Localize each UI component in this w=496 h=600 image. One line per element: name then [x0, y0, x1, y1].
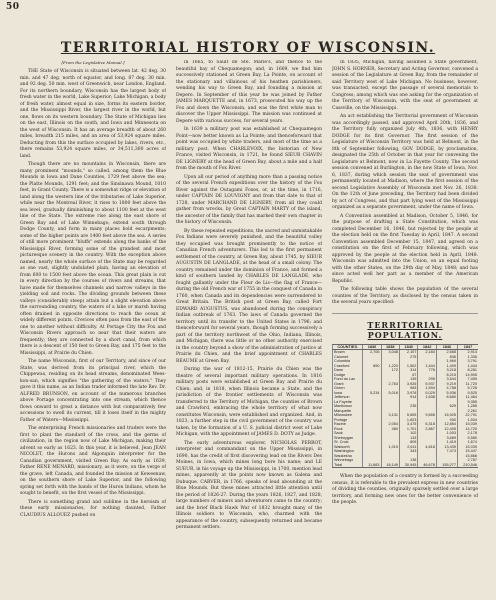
population-cell: 629 — [436, 404, 457, 409]
paragraph: THE State of Wisconsin is situated between lat. 42 deg. 30 min. and 47 deg. north of equator, and long. 87 deg. 30 min. and 92 deg. 50 min. west of Greenwich, near London, England. For its northern boundary, Wisconsin has the largest body of fresh water in the world, Lake Superior; Lake Michigan, a body of fresh water, almost equal in size, forms its eastern border, and the Mississippi River, the largest river in the world, but one, flows on its western boundary. The State of Michigan lies on the east, Illinois on the south, and Iowa and Minnesota on the west of Wisconsin. It has an average breadth of about 260 miles, breadth 215 miles, and an area of 53,924 square miles. Deducting from this the surface occupied by lakes, rivers, etc., there remains 53,924 square miles, or 34,511,360 acres of land. — [20, 69, 166, 159]
population-cell: 1,594 — [418, 386, 436, 391]
population-cell: 3,048 — [381, 350, 399, 355]
population-cell: 2,867 — [418, 427, 436, 432]
page-title: TERRITORIAL HISTORY OF WISCONSIN. — [60, 40, 436, 56]
county-cell: Dane — [333, 368, 363, 373]
population-cell: 809 — [399, 440, 417, 445]
county-cell: Total — [333, 463, 363, 468]
paragraph: In 1639 a military post was established at Chequamegon Point—now better known as La Pointe; and thenceforward that point was occupied by white traders, and most of the time as a military post. When CHARLEVOIX, the historian of New France, visited Wisconsin, in 1721, he found SIEUR CHAVIN DE LIGNERY at the head of Green Bay, about a mile and a half from the mouth of Fox River. — [176, 127, 322, 171]
population-cell: 1,019 — [381, 445, 399, 450]
population-cell: 1,444 — [418, 364, 436, 369]
column-header: 1846 — [436, 344, 457, 350]
population-cell: 6,318 — [418, 422, 436, 427]
county-cell: Grant — [333, 382, 363, 387]
population-cell: 11,720 — [457, 382, 478, 387]
population-cell: 102 — [399, 431, 417, 436]
column-right — [332, 60, 478, 590]
population-cell: 1,336 — [457, 355, 478, 360]
county-cell: Winnebago — [333, 458, 363, 463]
county-cell: Columbia — [333, 359, 363, 364]
population-cell: 5,937 — [418, 382, 436, 387]
population-cell: 9,525 — [457, 391, 478, 396]
column-header: 1842 — [418, 344, 436, 350]
population-cell: 1,623 — [399, 418, 417, 423]
population-cell: 7,459 — [457, 377, 478, 382]
population-cell: 2,763 — [381, 382, 399, 387]
population-cell: 9,219 — [436, 382, 457, 387]
population-cell: 2,611 — [399, 445, 417, 450]
population-cell: 295 — [418, 377, 436, 382]
table-body — [333, 350, 479, 468]
table-note: When the population of a country is formed by a succeeding census, it is referable to the prevalent express in new countries of dividing the counties, originally sparsely settled over a large territory, and forming new ones for the better convenience of the people. — [332, 474, 478, 505]
divider — [332, 313, 478, 314]
population-cell: 8,680 — [436, 395, 457, 400]
population-cell: 2,261 — [457, 409, 478, 414]
county-cell: Jefferson — [333, 395, 363, 400]
text-columns — [20, 60, 478, 590]
population-cell: 5,605 — [399, 413, 417, 418]
population-cell: 135 — [399, 458, 417, 463]
population-cell: 5,936 — [436, 391, 457, 396]
population-cell: 14,720 — [457, 427, 478, 432]
population-cell: 2,107 — [399, 350, 417, 355]
county-cell: Crawford — [333, 364, 363, 369]
population-cell: 836 — [436, 355, 457, 360]
population-cell: 1,285 — [457, 404, 478, 409]
paragraph: In 1835, Michigan, having assumed a State government, JOHN S. HORNER, Secretary and Acting Governor, convened a session of the Legislature at Green Bay, from the remainder of said Territory west of Lake Michigan. No business, however, was transacted, except the passage of several memorials to Congress; among which was one asking for the organization of the Territory of Wisconsin, with the seat of government at Cassville, on the Mississippi. — [332, 60, 478, 111]
population-cell: 850 — [363, 364, 381, 369]
population-cell: 1,419 — [436, 440, 457, 445]
county-cell: Rock — [333, 427, 363, 432]
population-cell: 15,925 — [436, 413, 457, 418]
population-cell: 2,184 — [418, 350, 436, 355]
column-header: 1840 — [399, 344, 417, 350]
column-header: 1836 — [363, 344, 381, 350]
population-cell: 4,758 — [436, 386, 457, 391]
column-middle — [176, 60, 322, 590]
population-cell: 155,277 — [436, 463, 457, 468]
population-cell: 1,409 — [436, 364, 457, 369]
population-cell: 343 — [399, 449, 417, 454]
county-cell: Brown — [333, 350, 363, 355]
table-title: TERRITORIAL POPULATION. — [367, 319, 443, 340]
population-cell: 5,016 — [381, 391, 399, 396]
population-cell: 776 — [418, 368, 436, 373]
population-cell: 9,655 — [418, 413, 436, 418]
population-cell: 314 — [399, 368, 417, 373]
population-cell: 5,234 — [363, 391, 381, 396]
population-cell: 15,447 — [457, 449, 478, 454]
population-cell: 1,638 — [418, 395, 436, 400]
paragraph: By these repeated expeditions, the sacred and unmistakable Fox Indians were severely punished, and the beautiful valley they occupied was brought prominently to the notice of Canadian French adventurers. This led to the first permanent settlement of the country, at Green Bay, about 1745, by SIEUR AUGUSTIN DE LANGLADE, at the head of a small colony. The country remained under the dominion of France, and formed a kind of southern landed by CHARLES DE LANGLADE, who fought gallantly under the Fleur de Lis—the flag of France—during the old French war of 1755 in the conquest of Canada in 1760, when Canada and its dependencies were surrendered to Great Britain. The British post at Green Bay, called Fort EDWARD AUGUSTUS, was abandoned during the conspiracy Indian outbreak of 1763. The laws of Canada governed the territory until its transfer to the United States in 1796; and thenceforward for several years, though forming successively a part of the territory northwest of the Ohio, Indiana, Illinois, and Michigan, there was little or no other authority exercised in the country beyond a show of the administration of justice at Prairie du Chien, and the brief appointment of CHARLES REAUME at Green Bay. — [176, 228, 322, 364]
population-cell: 18,149 — [381, 463, 399, 468]
population-cell: 2,178 — [457, 431, 478, 436]
county-cell: Manitowoc — [333, 404, 363, 409]
population-cell: 930 — [436, 418, 457, 423]
paragraph: There is something grand and sublime in the heroism of these early missionaries, for nothing daunted, Father CLAUDIUS ALLOUEZ pushed on — [20, 499, 166, 518]
population-cell: 22,791 — [457, 413, 478, 418]
population-cell: 8,215 — [436, 373, 457, 378]
population-cell: 1,969 — [436, 359, 457, 364]
population-cell: 11,683 — [363, 463, 381, 468]
population-cell: 30,945 — [399, 463, 417, 468]
column-left — [20, 60, 166, 590]
population-cell: 133 — [399, 436, 417, 441]
population-cell: 2,054 — [381, 422, 399, 427]
paragraph: in 1665, to Sault de Ste. Marie's, and thence to the beautiful bay of Chequamegon; and, in 1669, we find him successively stationed at Green Bay, La Pointe, on account of the stationary and villainous of his heathen parishioners, wending his way to Green Bay, and founding a mission at Depere. In September of this year he was joined by Father JAMES MARQUETTE and, in 1673, prosecuted his way up the Fox and down the Wisconsin, and was the first white man to discover the Upper Mississippi. The mission was continued at Depere with various success, for several years. — [176, 60, 322, 124]
population-cell: 5,726 — [457, 386, 478, 391]
paragraph: The name Wisconsin, first of our Territory, and since of our State, was derived from its principal river, which the Chippewas, residing on its head streams, denominated Wees-kon-san, which signifies "the gathering of the waters." They gave it this name, as an Indian trader informed the late Rev. Dr. ALFRED BRUNSON, on account of the numerous branches above Portage concentrating into one stream, which thence flows onward to great a distance with but comparatively few accessions to swell its current, till it loses itself in the mighty Father of Waters—Mississippi. — [20, 359, 166, 423]
population-cell: 4,618 — [418, 445, 436, 450]
county-cell: La Fayette — [333, 400, 363, 405]
county-cell: Dodge — [333, 373, 363, 378]
column-header: 1838 — [381, 344, 399, 350]
population-cell: 3,544 — [436, 377, 457, 382]
population-cell: 3,791 — [457, 359, 478, 364]
population-cell: 11,464 — [457, 395, 478, 400]
county-cell: Sheboygan — [333, 436, 363, 441]
county-cell: Sauk — [333, 431, 363, 436]
population-cell: 15,039 — [457, 445, 478, 450]
population-cell: 1,504 — [457, 418, 478, 423]
table-row — [333, 463, 479, 468]
population-cell: 235 — [399, 404, 417, 409]
population-cell: 3,689 — [436, 436, 457, 441]
population-cell: 914 — [399, 395, 417, 400]
paragraph: During the war of 1812-15, Prairie du Chien was the theatre of several important military operations. In 1816 military posts were established at Green Bay and Prairie du Chien; and, in 1818, when Illinois became a State, and the jurisdiction of the frontier settlements of Wisconsin was transferred to the Territory of Michigan, the counties of Brown and Crawford, embracing the whole territory of what now constitutes Wisconsin, were established and organized. And, in 1823, a further step in the civil government of the country was taken, by the formation of a U. S. judicial district west of Lake Michigan, with the appointment of JAMES D. DOTY as Judge. — [176, 367, 322, 437]
population-cell: 3,475 — [399, 422, 417, 427]
county-cell: Racine — [333, 422, 363, 427]
county-cell: Portage — [333, 418, 363, 423]
population-cell: 2,706 — [363, 350, 381, 355]
population-cell: 3,978 — [399, 391, 417, 396]
paragraph: An act establishing the Territorial government of Wisconsin was accordingly passed, and approved April 20th, 1836, and the Territory fully organized July 4th, 1836, with HENRY DODGE for its first Governor. The first session of the Legislature of Wisconsin Territory was held at Belmont, in the 8th of September following, GOV. DODGE, by proclamation, designated the 25th of October in that year for convening the Legislature at Belmont, now in La Fayette County. The second session convened at Burlington, in the now State of Iowa, Nov. 6, 1837, during which session the seat of government was permanently located at Madison, where the first session of the second Legislative Assembly of Wisconsin met Nov. 26, 1838. On the 12th of June preceding, the Territory had been divided by act of Congress, and that part lying west of the Mississippi organized as a separate government, under the name of Iowa. — [332, 114, 478, 210]
source-note: [From the Legislative Manual.] — [61, 60, 125, 65]
population-table — [332, 344, 478, 469]
county-cell: Washington — [333, 449, 363, 454]
paragraph: The enterprising French missionaries and traders were the first to plant the standard of the cross, and the germs of civilization, in the region now of Lake Michigan, making their advent so early as 1623. In this year, it is believed, Jean JEAN NICOLET, the Hurons and Algonquin interpreter for the Canadian government, visited Green Bay. As early as 1639, Father RENE MENARD, missionary, as it were, on the verge of the grave, left Canada, and founded the mission at Keweenaw, on the southern shore of Lake Superior, and the following spring set forth with the bands of the Huron Indians, whom he sought to benefit, on the first vessel of the Mississippi. — [20, 426, 166, 496]
population-cell: 480 — [381, 427, 399, 432]
population-cell: 1,220 — [381, 364, 399, 369]
county-cell: Green — [333, 386, 363, 391]
column-header: COUNTIES. — [333, 344, 363, 350]
paragraph: Upon all our period of anything more than a passing notice of the several French expeditions over the history of the Fox River against the Outagami Foxes, or, at the time, in 1716, under CAPTAIN DE LOUVIGNY and from that date to that of 1728, under MARCHAND DE LIGNERY, from all they could gather from wrecks, by Great CAPTAIN MARTY of the island, the ancestor of the family that has marked their own chapter in the history of Wisconsin. — [176, 174, 322, 225]
population-cell: 46,678 — [418, 463, 436, 468]
page-number: 50 — [6, 2, 20, 12]
paragraph: The early adventurous explorer, NICHOLAS PERROT, interpreter and commandant on the Upper Mississippi, in 1690, has the credit of first discovering lead on the Rivers Des Moines, in Iowa, which mines long bore his name; and LE SUEUR, in his voyage up the Mississippi, in 1700, mention lead mines, apparently at the points now known as Galena and Dubuque. CARVER, in 1766, speaks of lead abounding at the Blue Mounds. But these mines attracted little attention until the period of 1826-27. During the years 1826, 1827, and 1828, large numbers of miners and adventurers came to the country; and the brief Black Hawk War of 1832 brought many of the Illinois soldiers to Wisconsin, who, charmed with the appearance of the country, subsequently returned and became permanent settlers. — [176, 440, 322, 530]
county-cell: St. Croix — [333, 440, 363, 445]
paragraph: A Convention assembled at Madison, October 5, 1846, for the purpose of drafting a State Constitution, which was completed December 16, 1846, but rejected by the people at the election held on the first Tuesday in April, 1847. A second Convention assembled December 15, 1847, and agreed on a constitution on the first of February following, which was approved by the people at the election held in April, 1848. Wisconsin was admitted into the Union, on an equal footing with the other States, on the 29th day of May, 1848; and has since acted well her part as a member of the American Republic. — [332, 213, 478, 284]
population-cell: 7,473 — [436, 449, 457, 454]
population-cell: 8,281 — [457, 368, 478, 373]
population-cell: 1,444 — [457, 364, 478, 369]
population-cell: 9,355 — [457, 400, 478, 405]
population-cell: 15,039 — [457, 422, 478, 427]
county-cell: Iowa — [333, 391, 363, 396]
population-cell: 983 — [399, 386, 417, 391]
population-cell: 1,701 — [399, 427, 417, 432]
population-cell: 210,546 — [457, 463, 478, 468]
population-cell: 3,218 — [436, 368, 457, 373]
population-cell: 1,502 — [399, 364, 417, 369]
county-cell: Milwaukee — [333, 413, 363, 418]
population-cell: 12,405 — [436, 427, 457, 432]
population-cell: 1,674 — [457, 440, 478, 445]
county-cell: Marquette — [333, 409, 363, 414]
population-cell: 5,580 — [457, 436, 478, 441]
population-cell: 1,003 — [436, 431, 457, 436]
population-cell: 2,787 — [457, 458, 478, 463]
population-cell: 3,926 — [399, 382, 417, 387]
column-header: 1847 — [457, 344, 478, 350]
county-cell: Walworth — [333, 445, 363, 450]
county-cell: Waukesha — [333, 454, 363, 459]
population-cell: 2,914 — [457, 350, 478, 355]
population-cell: 2,568 — [436, 350, 457, 355]
county-cell: Fond du Lac — [333, 377, 363, 382]
population-cell: 15,866 — [457, 454, 478, 459]
paragraph: The following table shows the population of the several counties of the Territory, as disclosed by the census taken in the several years specified: — [332, 287, 478, 305]
population-cell: 275 — [399, 355, 417, 360]
population-cell: 13,439 — [436, 445, 457, 450]
population-cell: 14,905 — [457, 373, 478, 378]
population-cell: 67 — [399, 373, 417, 378]
paragraph: Though there are no mountains in Wisconsin, there are many prominent "mounds," so called, among them the Blue Mounds in Iowa and Dane Counties, 1729 feet above the sea; the Platte Mounds, 1291 feet; and the Sinsinawa Mound, 1010 feet, in Grant County. There is a somewhat ridge or elevation of land along the western line of the tributaries of Lake Superior, while near the Montreal River, it rises to 1800 feet above the sea level, gradually diminishing to about 1100 feet at the west line of the State. The extreme rise along the east shore of Green Bay and of Lake Winnebago, extend south through Dodge County, and form in many places bold escarpments; some of the higher points are 1400 feet above the sea. A series of still more prominent "bluffs" extends along the banks of the Mississippi River, forming some of the grandest and most picturesque scenery in the country. With the exception above named, nearly the whole surface of the State may be regarded as one vast, slightly undulated plain, having an elevation of from 600 to 1500 feet above the ocean. This great plain is cut in every direction by the courses of rivers and streams, that have made for themselves channels and narrow valleys in the yielding soil and rocks. The dividing grounds between these valleys (considerably steep) attain but a slight elevation above the surrounding country, the waters of a lake or marsh having often drained in opposite directions to reach the ocean at widely different points. Crevices often pass from the east of the one to another without difficulty. At Portage City the Fox and Wisconsin Rivers approach so near that their waters are frequently; they are connected by a short canal, from which there is a descent of 150 feet to Green Bay, and 175 feet to the Mississippi, at Prairie du Chien. — [20, 162, 166, 356]
population-cell: 172 — [381, 368, 399, 373]
population-cell: 5,029 — [418, 391, 436, 396]
population-cell: 139 — [399, 377, 417, 382]
population-cell: 12,854 — [436, 422, 457, 427]
population-cell: 3,131 — [381, 413, 399, 418]
county-cell: Calumet — [333, 355, 363, 360]
